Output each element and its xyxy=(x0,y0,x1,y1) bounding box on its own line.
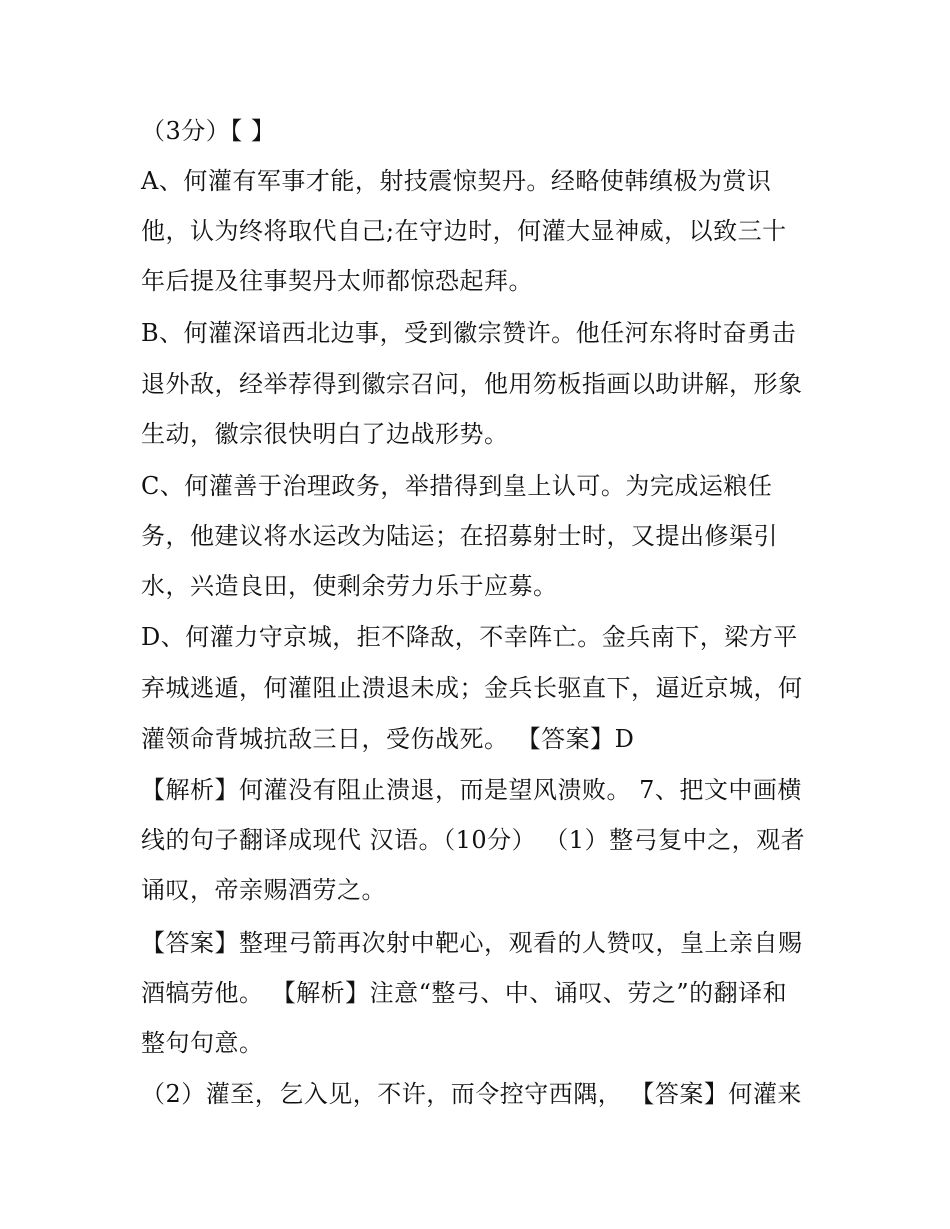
text-line: 务，他建议将水运改为陆运；在招募射士时，又提出修渠引 xyxy=(141,522,778,550)
text-line: 【答案】整理弓箭再次射中靶心，观看的人赞叹，皇上亲自赐 xyxy=(141,929,803,957)
text-line: A、何灌有军事才能，射技震惊契丹。经略使韩缜极为赏识 xyxy=(141,167,772,195)
text-line: （2）灌至，乞入见，不许，而令控守西隅， 【答案】何灌来 xyxy=(141,1080,802,1108)
text-line: 年后提及往事契丹太师都惊恐起拜。 xyxy=(141,267,533,295)
text-line: 【解析】何灌没有阻止溃退，而是望风溃败。 7、把文中画横 xyxy=(141,776,802,804)
text-line: C、何灌善于治理政务，举措得到皇上认可。为完成运粮任 xyxy=(141,472,773,500)
text-line: D、何灌力守京城，拒不降敌，不幸阵亡。金兵南下，梁方平 xyxy=(141,623,798,651)
text-line: （3分）【 】 xyxy=(141,117,276,145)
text-line: 线的句子翻译成现代 汉语。（10分） （1）整弓复中之，观者 xyxy=(141,826,806,854)
text-line: 生动，徽宗很快明白了边战形势。 xyxy=(141,420,509,448)
text-line: 水，兴造良田，使剩余劳力乐于应募。 xyxy=(141,572,558,600)
text-line: 诵叹，帝亲赐酒劳之。 xyxy=(141,876,386,904)
text-line: 弃城逃遁，何灌阻止溃退未成；金兵长驱直下，逼近京城，何 xyxy=(141,674,803,702)
text-line: B、何灌深谙西北边事，受到徽宗赞许。他任河东将时奋勇击 xyxy=(141,319,797,347)
text-line: 灌领命背城抗敌三日，受伤战死。 【答案】D xyxy=(141,725,635,753)
text-line: 退外敌，经举荐得到徽宗召问，他用笏板指画以助讲解，形象 xyxy=(141,370,803,398)
text-line: 整句句意。 xyxy=(141,1029,264,1057)
text-line: 酒犒劳他。 【解析】注意“整弓、中、诵叹、劳之”的翻译和 xyxy=(141,979,788,1007)
text-line: 他，认为终将取代自己;在守边时，何灌大显神威，以致三十 xyxy=(141,217,787,245)
